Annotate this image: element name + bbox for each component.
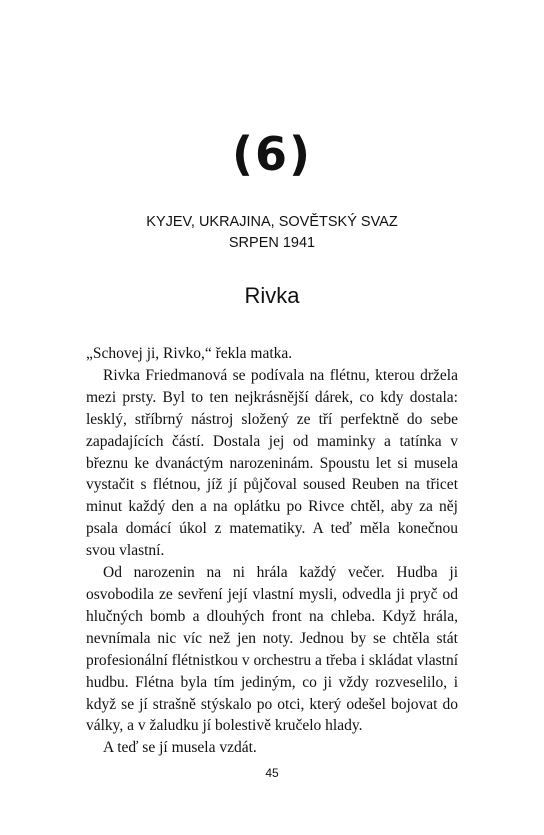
location-line-place: KYJEV, UKRAJINA, SOVĚTSKÝ SVAZ — [146, 214, 398, 230]
location-line-date: SRPEN 1941 — [228, 235, 316, 251]
chapter-number: (6) — [231, 127, 313, 181]
chapter-title: Rivka — [244, 283, 300, 308]
paragraph: A teď se jí musela vzdát. — [103, 739, 257, 757]
paragraph: Od narozenin na ni hrála každý večer. Hudba ji osvobodila ze sevření její vlastní mysli, odvedla ji pryč od hlučných bomb a dlouhých front na chleba. Když hrála, nevnímala nic víc než jen noty. Jednou by se chtěla stát profesionální flétnistkou v orchestru a třeba i skládat vlastní hudbu. Flétna byla tím jediným, co ji vždy rozveselilo, i když se jí strašně stýskalo po otci, který odešel bojovat do války, a v žaludku jí bolestivě kručelo hlady. — [86, 564, 458, 735]
page-number: 45 — [265, 766, 279, 780]
chapter-location — [0, 212, 544, 254]
chapter-body-text — [86, 343, 458, 759]
paragraph: Rivka Friedmanová se podívala na flétnu, kterou držela mezi prsty. Byl to ten nejkrásnější dárek, co kdy dostala: lesklý, stříbrný nástroj složený ze tří perfektně do sebe zapadajících částí. Dostala jej od maminky a tatínka v březnu ke dvanáctým narozeninám. Spoustu let si musela vystačit s flétnou, jíž jí půjčoval soused Reuben na třicet minut každý den a na oplátku po Rivce chtěl, aby za něj psala domácí úkol z matematiky. A teď měla konečnou svou vlastní. — [86, 366, 458, 560]
paragraph: „Schovej ji, Rivko,“ řekla matka. — [86, 345, 293, 362]
